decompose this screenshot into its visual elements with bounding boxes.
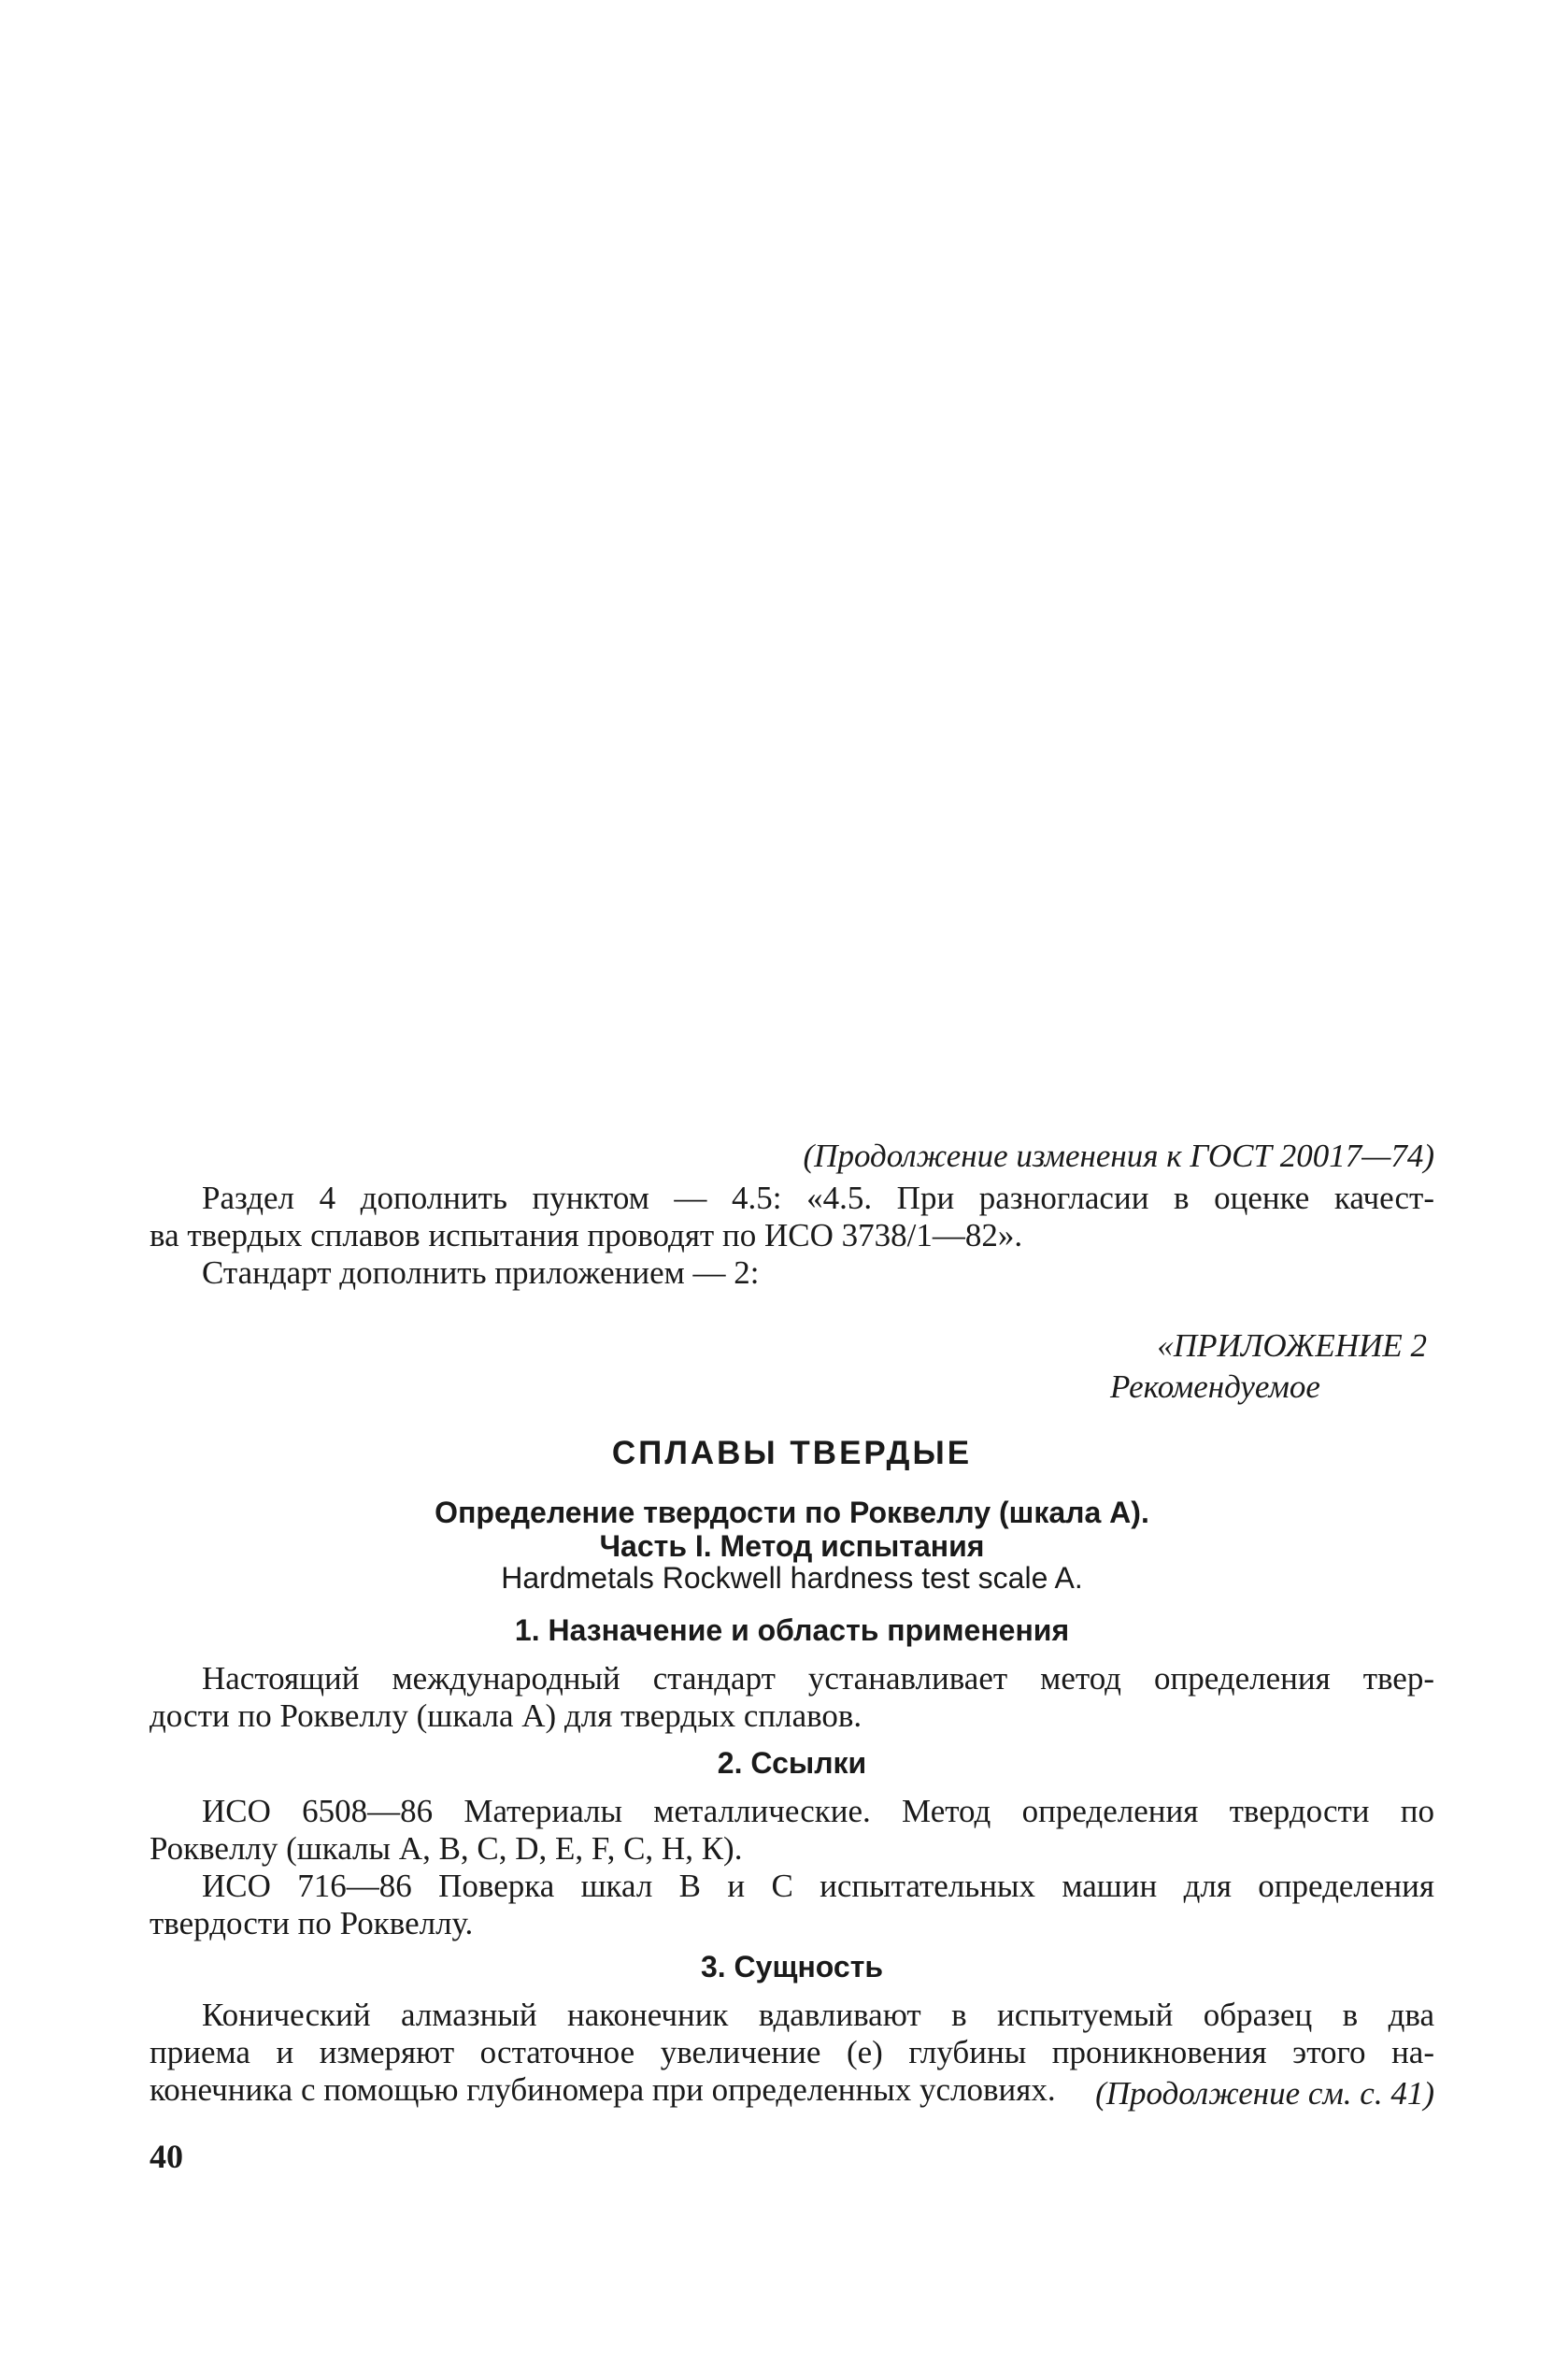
continuation-header: (Продолжение изменения к ГОСТ 20017—74): [803, 1138, 1434, 1174]
section-1-line-2: дости по Роквеллу (шкала А) для твердых сплавов.: [150, 1697, 862, 1734]
intro-line-2: ва твердых сплавов испытания проводят по ИСО 3738/1—82».: [150, 1217, 1023, 1253]
document-title: СПЛАВЫ ТВЕРДЫЕ: [611, 1435, 973, 1471]
section-2-line-2: Роквеллу (шкалы А, В, С, D, Е, F, С, Н, К).: [150, 1830, 743, 1867]
intro-line-3: Стандарт дополнить приложением — 2:: [202, 1254, 760, 1291]
section-2-line-1: ИСО 6508—86 Материалы металлические. Метод определения твердости по: [202, 1793, 1434, 1829]
appendix-status: Рекомендуемое: [1110, 1368, 1320, 1405]
section-2-line-4: твердости по Роквеллу.: [150, 1905, 474, 1941]
continuation-footer: (Продолжение см. с. 41): [1095, 2075, 1434, 2112]
section-1-body: [150, 1660, 1434, 1735]
section-3-line-2: приема и измеряют остаточное увеличение (e) глубины проникновения этого на-: [150, 2034, 1434, 2070]
section-3-heading: 3. Сущность: [700, 1950, 884, 1983]
section-3-line-1: Конический алмазный наконечник вдавливают в испытуемый образец в два: [202, 1997, 1434, 2033]
appendix-label: «ПРИЛОЖЕНИЕ 2: [1157, 1327, 1427, 1364]
intro-line-1: Раздел 4 дополнить пунктом — 4.5: «4.5. При разногласии в оценке качест-: [202, 1180, 1434, 1216]
title-subtitle-2: Часть I. Метод испытания: [599, 1529, 985, 1563]
section-2-line-3: ИСО 716—86 Поверка шкал В и С испытательных машин для определения: [202, 1868, 1434, 1904]
title-subtitle-1: Определение твердости по Роквеллу (шкала А).: [435, 1496, 1149, 1529]
section-2-heading: 2. Ссылки: [717, 1746, 867, 1780]
title-english: Hardmetals Rockwell hardness test scale A.: [501, 1561, 1083, 1595]
intro-text: [150, 1180, 1434, 1292]
section-2-body: [150, 1793, 1434, 1942]
page-number: 40: [150, 2138, 183, 2175]
section-3-line-3: конечника с помощью глубиномера при определенных условиях.: [150, 2071, 1056, 2108]
section-1-heading: 1. Назначение и область применения: [514, 1613, 1070, 1647]
section-1-line-1: Настоящий международный стандарт устанавливает метод определения твер-: [202, 1660, 1434, 1697]
